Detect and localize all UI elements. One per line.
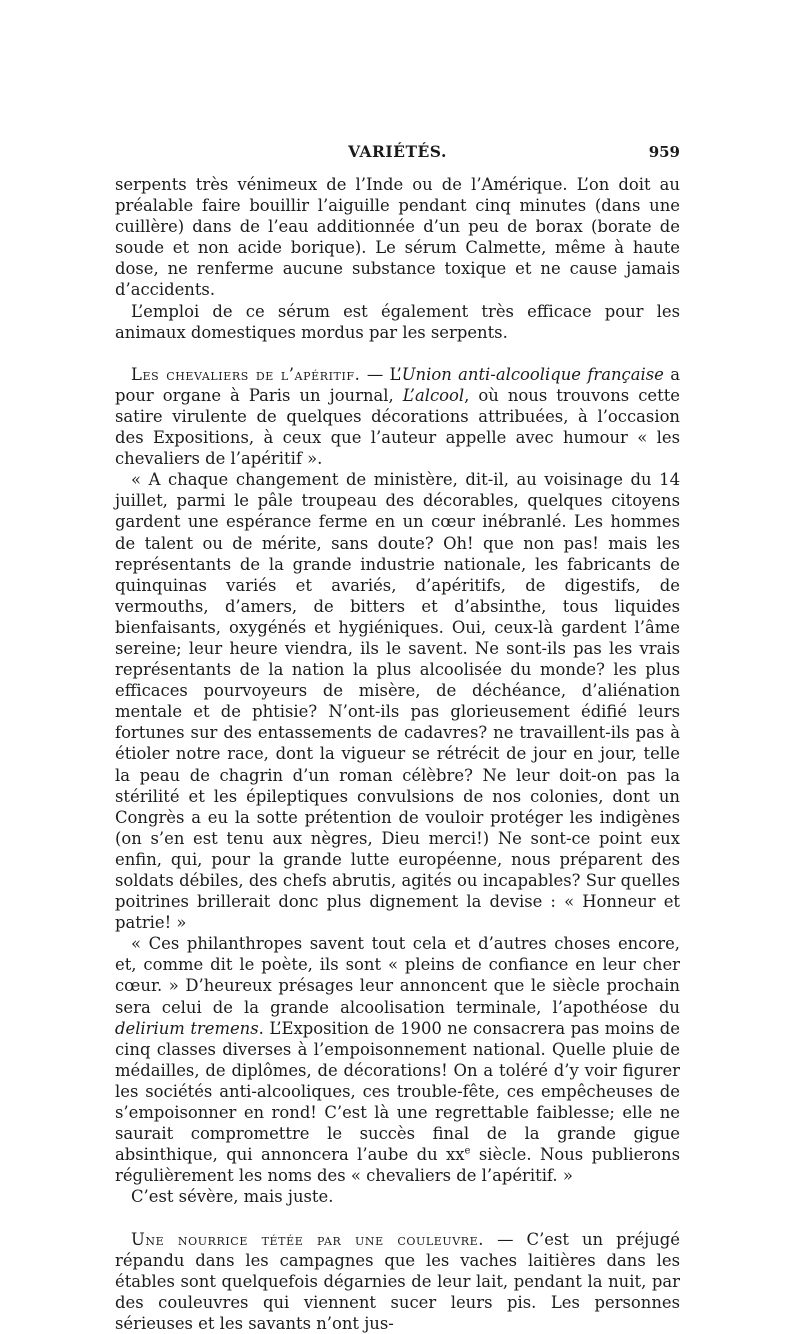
running-title: VARIÉTÉS.: [348, 142, 447, 161]
quote2-part-c: siècle. Nous publierons régulièrement les noms des « chevaliers de l’apéritif. »: [115, 1145, 681, 1186]
section-nourrice-text: — C’est un préjugé répandu dans les campagnes que les vaches laitières dans les étables sont quelquefois dégarnies de leur lait, pendant la nuit, par des couleuvres qui viennent sucer leurs pis. Les personnes sérieuses et les savants n’ont jus-: [115, 1229, 680, 1333]
intro-mid: a pour organe à Paris un journal,: [115, 364, 680, 405]
quote-paragraph-2: [115, 933, 680, 1186]
intro-dash: — L’: [360, 364, 402, 384]
section-heading-chevaliers: Les chevaliers de l’apéritif.: [131, 364, 361, 384]
page-number: 959: [648, 143, 680, 161]
quote2-part-b: . L’Exposition de 1900 ne consacrera pas moins de cinq classes diverses à l’empoisonnement national. Quelle pluie de médailles, de diplômes, de décorations! On a toléré d’y voir figurer les sociétés anti-alcooliques, ces trouble-fête, ces empêcheuses de s’empoisonner en rond! C’est là une regrettable faiblesse; elle ne saurait compromettre le succès final de la grande gigue absinthique, qui annoncera l’aube du xx: [115, 1018, 680, 1165]
book-page: [115, 142, 680, 1334]
intro-rest: , où nous trouvons cette satire virulente de quelques décorations attribuées, à l’occasion des Expositions, à ceux que l’auteur appelle avec humour « les chevaliers de l’apéritif ».: [115, 385, 681, 469]
journal-title: L’alcool: [402, 385, 465, 405]
section-nourrice: [115, 1229, 680, 1334]
quote2-part-a: « Ces philanthropes savent tout cela et d’autres choses encore, et, comme dit le poète, ils sont « pleins de confiance en leur cher cœur. » D’heureux présages leur annoncent que le siècle prochain sera celui de la grande alcoolisation terminale, l’apothéose du: [115, 934, 680, 1017]
section-heading-nourrice: Une nourrice tétée par une couleuvre.: [131, 1229, 485, 1249]
body-text: [115, 174, 680, 1334]
quote-paragraph-1: « A chaque changement de ministère, dit-il, au voisinage du 14 juillet, parmi le pâle troupeau des décorables, quelques citoyens gardent une espérance ferme en un cœur inébranlé. Les hommes de talent ou de mérite, sans doute? Oh! que non pas! mais les représentants de la grande industrie nationale, les fabricants de quinquinas variés et avariés, d’apéritifs, de digestifs, de vermouths, d’amers, de bitters et d’absinthe, tous liquides bienfaisants, oxygénés et hygiéniques. Oui, ceux-là gardent l’âme sereine; leur heure viendra, ils le savent. Ne sont-ils pas les vrais représentants de la nation la plus alcoolisée du monde? les plus efficaces pourvoyeurs de misère, de déchéance, d’aliénation mentale et de phtisie? N’ont-ils pas glorieusement édifié leurs fortunes sur des entassements de cadavres? ne travaillent-ils pas à étioler notre race, dont la vigueur se rétrécit de jour en jour, telle la peau de chagrin d’un roman célèbre? Ne leur doit-on pas la stérilité et les épileptiques convulsions de nos colonies, dont un Congrès a eu la sotte prétention de vouloir protéger les indigènes (on s’en est tenu aux nègres, Dieu merci!) Ne sont-ce point eux enfin, qui, pour la grande lutte européenne, nous préparent des soldats débiles, des chefs abrutis, agités ou incapables? Sur quelles poitrines brillerait donc plus dignement la devise : « Honneur et patrie! »: [115, 470, 680, 933]
union-title: Union anti-alcoolique française: [401, 364, 664, 384]
closing-remark: C’est sévère, mais juste.: [131, 1187, 334, 1207]
century-superscript: e: [464, 1145, 471, 1157]
page-header: [115, 142, 680, 170]
section-chevaliers-intro: [115, 364, 680, 469]
paragraph-serum-animals: L’emploi de ce sérum est également très efficace pour les animaux domestiques mordus par les serpents.: [115, 301, 680, 342]
paragraph-serum-usage: serpents très vénimeux de l’Inde ou de l’Amérique. L’on doit au préalable faire bouillir l’aiguille pendant cinq minutes (dans une cuillère) dans de l’eau additionnée d’un peu de borax (borate de soude et non acide borique). Le sérum Calmette, même à haute dose, ne renferme aucune substance toxique et ne cause jamais d’accidents.: [115, 175, 680, 300]
delirium-tremens: delirium tremens: [115, 1018, 259, 1038]
